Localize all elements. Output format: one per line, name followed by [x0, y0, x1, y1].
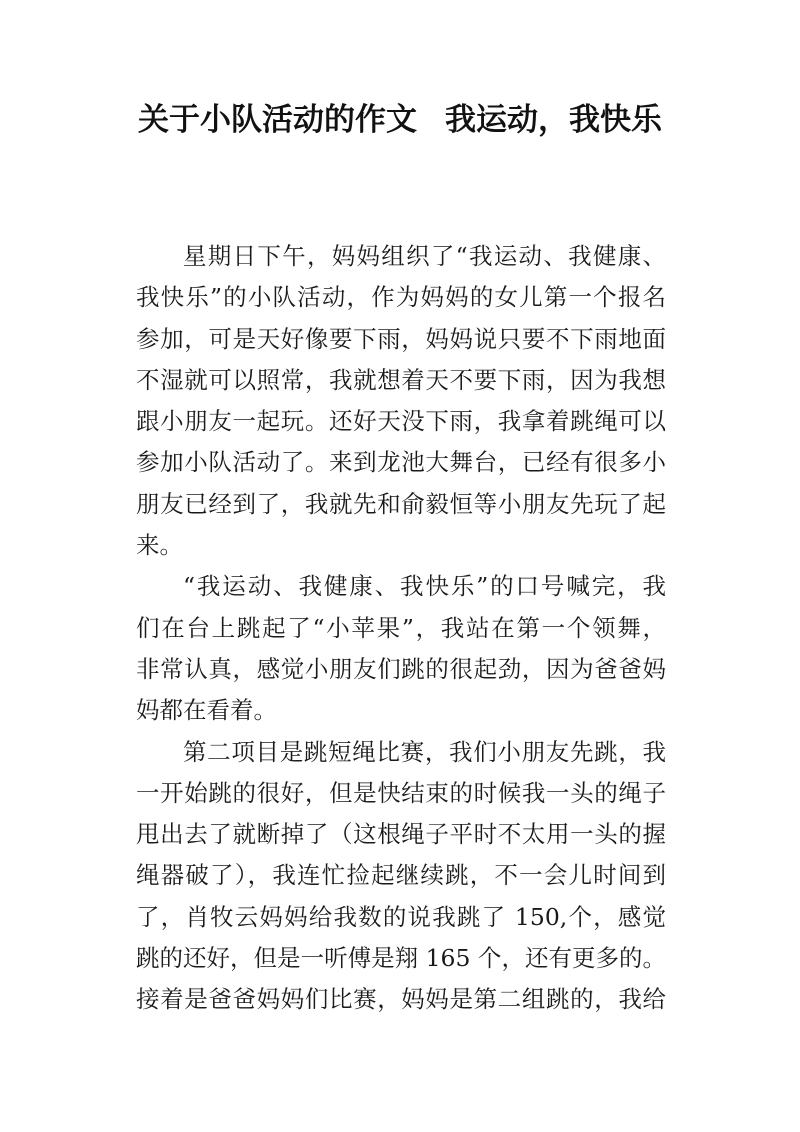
paragraph-2-line-4: 妈都在看着。	[136, 696, 277, 725]
paragraph-3-line-4: 绳器破了），我连忙捡起继续跳，不一会儿时间到	[136, 861, 666, 890]
paragraph-3-line-1: 第二项目是跳短绳比赛，我们小朋友先跳，我	[183, 737, 666, 766]
paragraph-1-line-5: 跟小朋友一起玩。还好天没下雨，我拿着跳绳可以	[136, 407, 666, 436]
paragraph-3-line-6: 跳的还好，但是一听傅是翔 165 个，还有更多的。	[136, 944, 666, 973]
paragraph-1-line-8: 来。	[136, 531, 183, 560]
essay-body	[136, 236, 666, 1021]
paragraph-1-line-1: 星期日下午，妈妈组织了“我运动、我健康、	[183, 242, 666, 270]
paragraph-3-line-3: 甩出去了就断掉了（这根绳子平时不太用一头的握	[136, 820, 666, 849]
paragraph-1-line-3: 参加，可是天好像要下雨，妈妈说只要不下雨地面	[136, 324, 666, 353]
paragraph-2-line-1: “我运动、我健康、我快乐”的口号喊完，我	[183, 572, 666, 601]
paragraph-1-line-4: 不湿就可以照常，我就想着天不要下雨，因为我想	[136, 365, 666, 394]
paragraph-1-line-2: 我快乐”的小队活动，作为妈妈的女儿第一个报名	[136, 283, 666, 312]
paragraph-2-line-3: 非常认真，感觉小朋友们跳的很起劲，因为爸爸妈	[136, 654, 666, 683]
paragraph-1-line-6: 参加小队活动了。来到龙池大舞台，已经有很多小	[136, 448, 666, 477]
paragraph-3-line-2: 一开始跳的很好，但是快结束的时候我一头的绳子	[136, 778, 666, 807]
paragraph-2-line-2: 们在台上跳起了“小苹果”，我站在第一个领舞，	[136, 613, 666, 642]
document-title	[130, 98, 670, 142]
title-part-1: 关于小队活动的作文	[138, 102, 417, 138]
paragraph-3-line-5: 了，肖牧云妈妈给我数的说我跳了 150,个，感觉	[136, 902, 666, 931]
title-part-2: 我运动，我快乐	[445, 102, 662, 138]
paragraph-1-line-7: 朋友已经到了，我就先和俞毅恒等小朋友先玩了起	[136, 489, 666, 518]
paragraph-3-line-7: 接着是爸爸妈妈们比赛，妈妈是第二组跳的，我给	[136, 985, 666, 1014]
